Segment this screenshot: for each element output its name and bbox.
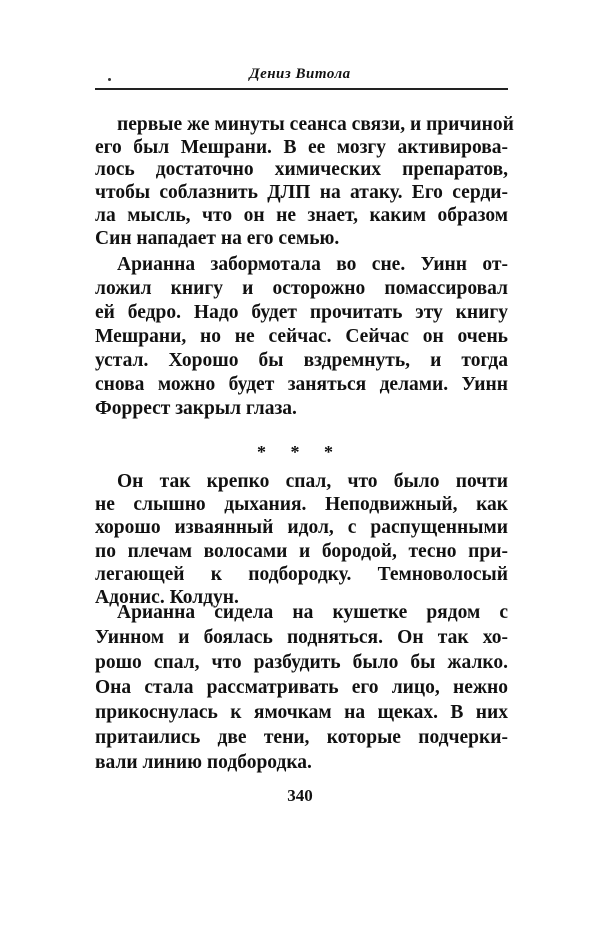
paragraph-3 (95, 470, 508, 609)
text-line: вали линию подбородка. (95, 752, 312, 773)
text-line: Арианна сидела на кушетке рядом с (117, 602, 508, 623)
text-line: легающей к подбородку. Темноволосый (95, 563, 508, 585)
text-line: по плечам волосами и бородой, тесно при- (95, 540, 508, 562)
paragraph-4 (95, 600, 508, 775)
text-line: Арианна забормотала во сне. Уинн от- (117, 254, 508, 275)
text-line: снова можно будет заняться делами. Уинн (95, 374, 508, 395)
paragraph-1 (95, 114, 514, 250)
text-line: Адонис. Колдун. (95, 587, 239, 609)
text-line: его был Мешрани. В ее мозгу активирова- (95, 136, 508, 158)
text-line: прикоснулась к ямочкам на щеках. В них (95, 702, 508, 723)
text-line: хорошо изваянный идол, с распущенными (95, 517, 508, 539)
text-line: чтобы соблазнить ДЛП на атаку. Его серди- (95, 182, 508, 204)
text-line: ей бедро. Надо будет прочитать эту книгу (95, 302, 508, 323)
page-number: 340 (287, 786, 313, 805)
text-line: ложил книгу и осторожно помассировал (95, 278, 508, 299)
text-line: Мешрани, но не сейчас. Сейчас он очень (95, 326, 508, 347)
scan-speck (108, 78, 111, 81)
running-header: Дениз Витола (249, 66, 351, 82)
text-line: Она стала рассматривать его лицо, нежно (95, 677, 508, 698)
text-line: не слышно дыхания. Неподвижный, как (95, 494, 508, 516)
paragraph-2 (95, 253, 508, 421)
text-line: Син нападает на его семью. (95, 227, 340, 249)
text-line: первые же минуты сеанса связи, и причиной (117, 114, 514, 135)
text-line: Уинном и боялась подняться. Он так хо- (95, 627, 508, 648)
text-line: ла мысль, что он не знает, каким образом (95, 204, 508, 226)
text-line: притаились две тени, которые подчерки- (95, 727, 508, 748)
text-line: устал. Хорошо бы вздремнуть, и тогда (95, 350, 508, 371)
header-rule (95, 88, 508, 90)
text-line: Форрест закрыл глаза. (95, 398, 297, 419)
text-line: Он так крепко спал, что было почти (117, 471, 508, 492)
text-line: лось достаточно химических препаратов, (95, 159, 508, 181)
section-break: * * * (257, 442, 343, 462)
text-line: рошо спал, что разбудить было бы жалко. (95, 652, 508, 673)
